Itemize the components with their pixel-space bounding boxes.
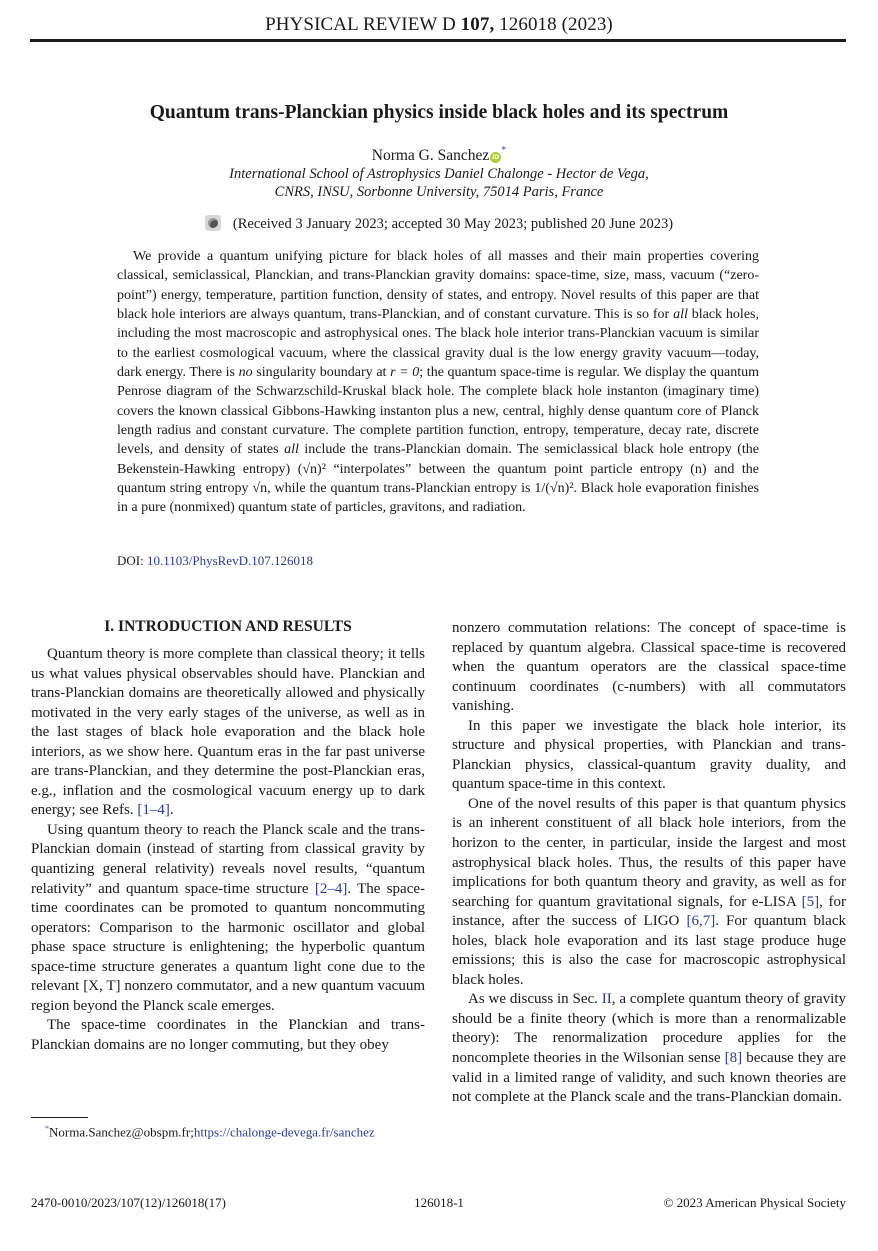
orcid-icon[interactable]: iD (492, 154, 500, 161)
doi-label: DOI: (117, 553, 144, 568)
doi-link[interactable]: 10.1103/PhysRevD.107.126018 (146, 553, 313, 568)
reference-link[interactable]: [8] (724, 1050, 743, 1067)
author-line (0, 145, 878, 165)
publication-dates (0, 215, 878, 233)
affiliation-line-2: CNRS, INSU, Sorbonne University, 75014 Paris, France (274, 184, 604, 200)
paragraph: Quantum theory is more complete than classical theory; it tells us what values physical observables should have. Planckian and trans-Planckian domains are theoretically allowed and physically motivated in the very early stages of the universe, as well as in the last stages of black hole evaporation and the black hole interiors, as we show here. Quantum eras in the far past universe are trans-Planckian, and they determine the post-Planckian eras, e.g., inflation and the cosmological vacuum energy up to dark energy; see Refs. [1–4]. (31, 646, 425, 819)
dates-text: (Received 3 January 2023; accepted 30 May 2023; published 20 June 2023) (232, 216, 674, 232)
paragraph: One of the novel results of this paper is that quantum physics is an inherent constituent of all black hole interiors, from the horizon to the center, in particular, inside the largest and most astrophysical black holes. Thus, the results of this paper have implications for both quantum theory and gravity, as well as for searching for quantum gravitational signals, for e-LISA [5], for instance, after the success of LIGO [6,7]. For quantum black holes, black hole evaporation and its last stage produce huge emissions; this is also the case for macroscopic astrophysical black holes. (452, 795, 846, 988)
reference-link[interactable]: [1–4] (137, 802, 170, 819)
right-column (452, 619, 846, 1108)
reference-link[interactable]: [2–4] (314, 880, 348, 897)
footnote (45, 1124, 375, 1140)
paragraph: nonzero commutation relations: The concept of space-time is replaced by quantum algebra. Classical space-time is recovered when the quantum operators are the classical space-time continuum coordinates (c-numbers) with all commutators vanishing. (452, 620, 846, 715)
reference-link[interactable]: [6,7] (686, 913, 716, 930)
paragraph: As we discuss in Sec. II, a complete quantum theory of gravity should be a finite theory (which is more than a renormalizable theory): The renormalization procedure applies for the noncomplete theories in the Wilsonian sense [8] because they are valid in a limited range of validity, and such known theories are not complete at the Planck scale and the trans-Planckian domain. (452, 991, 846, 1106)
journal-header (0, 14, 878, 36)
paragraph: The space-time coordinates in the Planckian and trans-Planckian domains are no longer commuting, but they obey (31, 1017, 425, 1053)
left-column (31, 645, 425, 1055)
check-for-updates-icon[interactable] (205, 215, 221, 231)
article-number: 126018 (2023) (499, 14, 613, 35)
paragraph: Using quantum theory to reach the Planck scale and the trans-Planckian domain (instead of starting from classical gravity by quantizing general relativity) reveals novel results, “quantum relativity” and quantum space-time structure [2–4]. The space-time coordinates can be promoted to quantum noncommuting operators: Comparison to the harmonic oscillator and global phase space structure is enlightening; the hyperbolic quantum space-time structure generates a quantum light cone due to the relevant [X, T] nonzero commutator, and a new quantum vacuum region beyond the Planck scale emerges. (31, 821, 426, 1014)
footnote-email: Norma.Sanchez@obspm.fr; (49, 1124, 194, 1140)
reference-link[interactable]: [5] (801, 893, 820, 910)
header-rule (30, 39, 846, 42)
footnote-url[interactable]: https://chalonge-devega.fr/sanchez (193, 1124, 375, 1140)
footer-page-number: 126018-1 (414, 1195, 464, 1210)
journal-name: PHYSICAL REVIEW D (265, 14, 456, 35)
footer-issn: 2470-0010/2023/107(12)/126018(17) (31, 1195, 226, 1210)
author-name: Norma G. Sanchez (371, 147, 490, 164)
doi-line (117, 553, 313, 569)
footer-copyright: © 2023 American Physical Society (663, 1195, 846, 1210)
journal-volume: 107, (460, 14, 495, 35)
footnote-mark: * (45, 1124, 49, 1133)
section-heading: I. INTRODUCTION AND RESULTS (104, 618, 352, 635)
paper-title: Quantum trans-Planckian physics inside black holes and its spectrum (149, 102, 729, 123)
affiliation-line-1: International School of Astrophysics Daniel Chalonge - Hector de Vega, (229, 166, 649, 182)
paragraph: In this paper we investigate the black hole interior, its structure and physical properties, with Planckian and trans-Planckian physics, classical-quantum gravity duality, and quantum space-time in this context. (452, 717, 846, 793)
footnote-rule (31, 1117, 88, 1118)
abstract-paragraph: We provide a quantum unifying picture for black holes of all masses and their main properties covering classical, semiclassical, Planckian, and trans-Planckian gravity domains: space-time, size, mass, vacuum (“zero-point”) energy, temperature, partition function, density of states, and entropy. Novel results of this paper are that black hole interiors are always quantum, trans-Planckian, and of constant curvature. This is so for all black holes, including the most macroscopic and astrophysical ones. The black hole interior trans-Planckian vacuum is similar to the earliest cosmological vacuum, where the classical gravity dual is the low energy gravity vacuum—today, dark energy. There is no singularity boundary at r = 0; the quantum space-time is regular. We display the quantum Penrose diagram of the Schwarzschild-Kruskal black hole. The complete black hole instanton (imaginary time) covers the known classical Gibbons-Hawking instanton plus a new, central, highly dense quantum core of Planck length radius and constant curvature. The complete partition function, entropy, temperature, decay rate, discrete levels, and density of states all include the trans-Planckian domain. The semiclassical black hole entropy (the Bekenstein-Hawking entropy) (√n)² “interpolates” between the quantum point particle entropy (n) and the quantum string entropy √n, while the quantum trans-Planckian entropy is 1/(√n)². Black hole evaporation finishes in a pure (nonmixed) quantum state of particles, gravitons, and radiation. (117, 249, 760, 516)
section-link[interactable]: II (601, 991, 612, 1008)
author-footnote-mark[interactable]: * (501, 145, 507, 156)
abstract (117, 247, 759, 518)
